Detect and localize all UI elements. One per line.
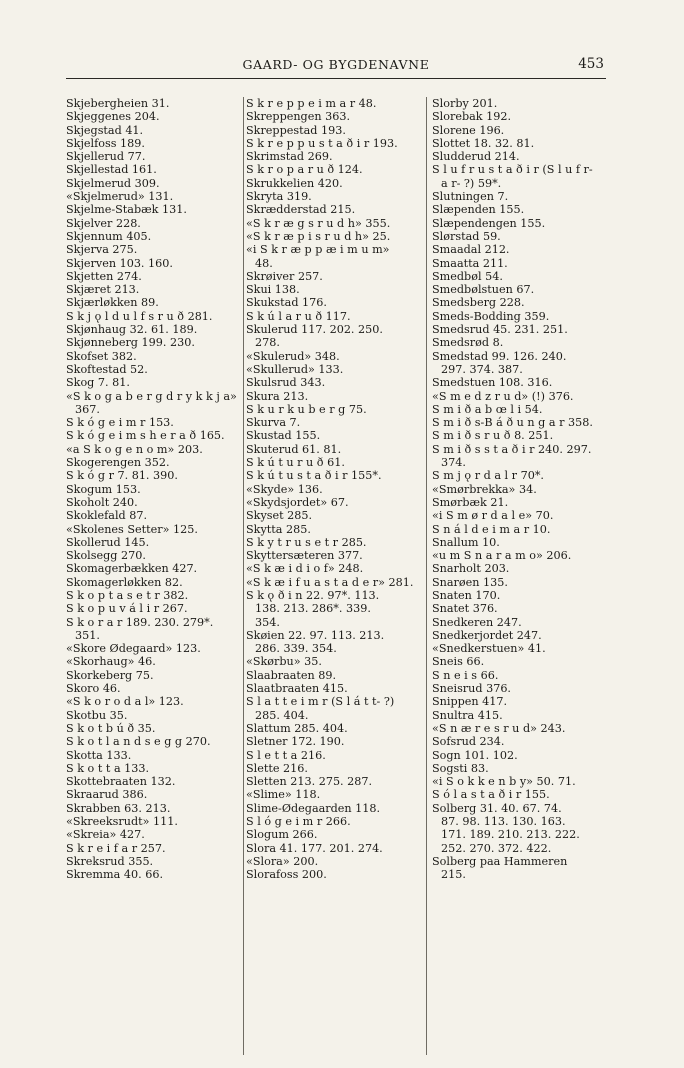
index-entry: S k j ǫ l d u l f s r u ð 281. bbox=[66, 309, 213, 323]
index-entry: Skoro 46. bbox=[66, 682, 121, 696]
index-entry: «Skullerud» 133. bbox=[246, 362, 344, 376]
index-entry: Skoholt 240. bbox=[66, 495, 138, 509]
index-entry: «Slime» 118. bbox=[246, 788, 321, 802]
index-entry: Skustad 155. bbox=[246, 429, 321, 443]
index-entry: Smedsrød 8. bbox=[432, 336, 504, 350]
index-entry: S k o t t a 133. bbox=[66, 761, 150, 775]
index-entry: Skyttersæteren 377. bbox=[246, 549, 363, 563]
index-entry: Skraarud 386. bbox=[66, 788, 148, 802]
index-entry: S k o t l a n d s e g g 270. bbox=[66, 735, 211, 749]
index-entry: S k r e p p u s t a ð i r 193. bbox=[246, 136, 398, 150]
index-entry: Skolsegg 270. bbox=[66, 549, 146, 563]
index-entry: Smaadal 212. bbox=[432, 243, 510, 257]
index-column-2 bbox=[246, 97, 424, 882]
index-entry: Slæpendengen 155. bbox=[432, 216, 546, 230]
index-entry: Skjerven 103. 160. bbox=[66, 256, 173, 270]
index-entry: Solberg paa Hammeren 215. bbox=[432, 854, 568, 882]
index-entry: «S k o r o d a l» 123. bbox=[66, 695, 184, 709]
index-entry: «S m e d z r u d» (!) 376. bbox=[432, 389, 574, 403]
index-entry: S k o p u v á l i r 267. bbox=[66, 602, 188, 616]
page-header bbox=[66, 55, 606, 77]
index-entry: Sofsrud 234. bbox=[432, 735, 505, 749]
index-entry: S k ó g e i m r 153. bbox=[66, 416, 174, 430]
index-entry: Smørbæk 21. bbox=[432, 495, 509, 509]
index-entry: «a S k o g e n o m» 203. bbox=[66, 442, 203, 456]
index-entry: Skjellestad 161. bbox=[66, 163, 157, 177]
index-entry: Skura 213. bbox=[246, 389, 309, 403]
index-entry: Smedstuen 108. 316. bbox=[432, 376, 553, 390]
index-entry: Slottet 18. 32. 81. bbox=[432, 136, 535, 150]
index-entry: Skottebraaten 132. bbox=[66, 775, 176, 789]
index-entry: «Skulerud» 348. bbox=[246, 349, 340, 363]
index-entry: Skoftestad 52. bbox=[66, 362, 148, 376]
index-entry: «u m S n a r a m o» 206. bbox=[432, 549, 572, 563]
index-entry: Slette 216. bbox=[246, 761, 308, 775]
index-entry: «Skreeksrudt» 111. bbox=[66, 815, 178, 829]
index-entry: Snallum 10. bbox=[432, 535, 500, 549]
index-entry: S k r e p p e i m a r 48. bbox=[246, 97, 377, 110]
index-entry: Skurva 7. bbox=[246, 416, 301, 430]
index-entry: Slime-Ødegaarden 118. bbox=[246, 801, 381, 815]
index-entry: Smedbølstuen 67. bbox=[432, 283, 535, 297]
index-entry: Smedbøl 54. bbox=[432, 269, 503, 283]
index-entry: Slørstad 59. bbox=[432, 229, 501, 243]
index-entry: «Skydsjordet» 67. bbox=[246, 495, 349, 509]
index-entry: Sletner 172. 190. bbox=[246, 735, 345, 749]
index-entry: Skomagerløkken 82. bbox=[66, 575, 183, 589]
index-entry: Skjegstad 41. bbox=[66, 123, 144, 137]
index-columns bbox=[66, 97, 614, 1057]
index-entry: Snedkerjordet 247. bbox=[432, 628, 542, 642]
index-entry: Skjelver 228. bbox=[66, 216, 141, 230]
index-entry: Sogsti 83. bbox=[432, 761, 489, 775]
index-entry: Skjelme-Stabæk 131. bbox=[66, 203, 187, 217]
index-entry: «i S o k k e n b y» 50. 71. bbox=[432, 775, 576, 789]
index-entry: S k o t b ú ð 35. bbox=[66, 721, 156, 735]
index-entry: S m i ð s-B á ð u n g a r 358. bbox=[432, 416, 593, 430]
index-entry: Smedsberg 228. bbox=[432, 296, 525, 310]
index-entry: Skulsrud 343. bbox=[246, 376, 326, 390]
index-entry: S m j ǫ r d a l r 70*. bbox=[432, 469, 544, 483]
index-entry: «Skolenes Setter» 125. bbox=[66, 522, 198, 536]
index-entry: Snarholt 203. bbox=[432, 562, 510, 576]
index-entry: Skorkeberg 75. bbox=[66, 668, 154, 682]
index-entry: Skrimstad 269. bbox=[246, 150, 333, 164]
index-entry: S m i ð s s t a ð i r 240. 297. 374. bbox=[432, 442, 592, 470]
index-entry: Slattum 285. 404. bbox=[246, 721, 348, 735]
running-title: GAARD- OG BYGDENAVNE bbox=[242, 57, 430, 72]
index-entry: Skryta 319. bbox=[246, 190, 312, 204]
index-entry: Skogerengen 352. bbox=[66, 456, 170, 470]
index-entry: Skjennum 405. bbox=[66, 229, 152, 243]
index-entry: Skrabben 63. 213. bbox=[66, 801, 171, 815]
index-entry: S k y t r u s e t r 285. bbox=[246, 535, 367, 549]
index-entry: Skjønhaug 32. 61. 189. bbox=[66, 323, 198, 337]
index-entry: Smedsrud 45. 231. 251. bbox=[432, 323, 568, 337]
index-entry: Slaatbraaten 415. bbox=[246, 682, 348, 696]
column-divider bbox=[243, 97, 244, 1055]
index-entry: «Skore Ødegaard» 123. bbox=[66, 642, 201, 656]
index-entry: Snarøen 135. bbox=[432, 575, 508, 589]
index-entry: Sogn 101. 102. bbox=[432, 748, 518, 762]
index-entry: Slorafoss 200. bbox=[246, 868, 327, 882]
index-entry: S m i ð s r u ð 8. 251. bbox=[432, 429, 554, 443]
index-entry: Skreppengen 363. bbox=[246, 110, 351, 124]
index-entry: Slorebak 192. bbox=[432, 110, 512, 124]
index-entry: Slora 41. 177. 201. 274. bbox=[246, 841, 383, 855]
index-entry: S k ó g e i m s h e r a ð 165. bbox=[66, 429, 225, 443]
index-entry: Skjeggenes 204. bbox=[66, 110, 160, 124]
index-entry: Slaabraaten 89. bbox=[246, 668, 337, 682]
index-entry: Skjellerud 77. bbox=[66, 150, 146, 164]
index-entry: S m i ð a b œ l i 54. bbox=[432, 402, 543, 416]
index-entry: Smedstad 99. 126. 240. 297. 374. 387. bbox=[432, 349, 567, 376]
index-entry: Skyset 285. bbox=[246, 509, 313, 523]
index-entry: Smeds-Bodding 359. bbox=[432, 309, 550, 323]
index-entry: Snatet 376. bbox=[432, 602, 498, 616]
index-entry: Sletten 213. 275. 287. bbox=[246, 775, 373, 789]
index-entry: Skogum 153. bbox=[66, 482, 141, 496]
index-entry: «S k o g a b e r g d r y k k j a» 367. bbox=[66, 389, 237, 416]
page-number: 453 bbox=[578, 56, 604, 72]
index-entry: S ó l a s t a ð i r 155. bbox=[432, 788, 550, 802]
index-entry: Skjetten 274. bbox=[66, 269, 142, 283]
index-entry: Skofset 382. bbox=[66, 349, 137, 363]
index-entry: «S n æ r e s r u d» 243. bbox=[432, 721, 566, 735]
header-rule bbox=[66, 78, 606, 79]
index-entry: Skukstad 176. bbox=[246, 296, 327, 310]
index-entry: Snultra 415. bbox=[432, 708, 503, 722]
index-entry: S l e t t a 216. bbox=[246, 748, 326, 762]
index-entry: S l ó g e i m r 266. bbox=[246, 815, 351, 829]
index-entry: S k ú t u r u ð 61. bbox=[246, 456, 345, 470]
index-entry: Skytta 285. bbox=[246, 522, 311, 536]
index-entry: Snippen 417. bbox=[432, 695, 508, 709]
index-entry: Skrøiver 257. bbox=[246, 269, 323, 283]
index-entry: «Skorhaug» 46. bbox=[66, 655, 156, 669]
index-entry: Skjerva 275. bbox=[66, 243, 138, 257]
index-entry: Slogum 266. bbox=[246, 828, 318, 842]
index-entry: «i S k r æ p p æ i m u m» 48. bbox=[246, 243, 390, 270]
index-entry: Skremma 40. 66. bbox=[66, 868, 163, 882]
index-entry: «i S m ø r d a l e» 70. bbox=[432, 509, 554, 523]
index-entry: Skjæret 213. bbox=[66, 283, 140, 297]
index-entry: Skjelfoss 189. bbox=[66, 136, 145, 150]
index-entry: Slutningen 7. bbox=[432, 190, 509, 204]
index-entry: Sneis 66. bbox=[432, 655, 485, 669]
index-entry: S k ó g r 7. 81. 390. bbox=[66, 469, 178, 483]
index-entry: S k ú t u s t a ð i r 155*. bbox=[246, 469, 382, 483]
index-entry: S k ǫ ð i n 22. 97*. 113. 138. 213. 286*. 339. 354. bbox=[246, 588, 380, 629]
index-entry: «S k æ i f u a s t a d e r» 281. bbox=[246, 575, 414, 589]
index-entry: Skoklefald 87. bbox=[66, 509, 148, 523]
index-entry: Slæpenden 155. bbox=[432, 203, 525, 217]
index-entry: Skøien 22. 97. 113. 213. 286. 339. 354. bbox=[246, 628, 385, 656]
index-entry: «Snedkerstuen» 41. bbox=[432, 642, 546, 656]
index-entry: Skomagerbækken 427. bbox=[66, 562, 198, 576]
index-entry: Solberg 31. 40. 67. 74. 87. 98. 113. 130. 163. 171. 189. 210. 213. 222. 252. 270. 372. 422. bbox=[432, 801, 580, 855]
index-entry: «Slora» 200. bbox=[246, 854, 319, 868]
index-entry: «S k æ i d i o f» 248. bbox=[246, 562, 364, 576]
index-entry: Skrukkelien 420. bbox=[246, 176, 343, 190]
index-entry: Skulerud 117. 202. 250. 278. bbox=[246, 323, 383, 350]
index-entry: «Skjelmerud» 131. bbox=[66, 190, 174, 204]
index-entry: «Skørbu» 35. bbox=[246, 655, 322, 669]
index-entry: Skog 7. 81. bbox=[66, 376, 130, 390]
index-entry: Sneisrud 376. bbox=[432, 682, 511, 696]
index-entry: Skui 138. bbox=[246, 283, 300, 297]
index-entry: Skjønneberg 199. 230. bbox=[66, 336, 195, 350]
index-entry: Snedkeren 247. bbox=[432, 615, 522, 629]
index-entry: S k o p t a s e t r 382. bbox=[66, 588, 189, 602]
index-entry: S k ú l a r u ð 117. bbox=[246, 309, 351, 323]
column-divider bbox=[426, 97, 427, 1055]
index-entry: Smaatta 211. bbox=[432, 256, 508, 270]
index-entry: «S k r æ g s r u d h» 355. bbox=[246, 216, 391, 230]
index-entry: S l a t t e i m r (S l á t t- ?) 285. 404. bbox=[246, 695, 395, 722]
index-entry: S n á l d e i m a r 10. bbox=[432, 522, 551, 536]
index-entry: «S k r æ p i s r u d h» 25. bbox=[246, 229, 391, 243]
index-entry: S l u f r u s t a ð i r (S l u f r- a r- ?) 59*. bbox=[432, 163, 593, 190]
index-entry: S k o r a r 189. 230. 279*. 351. bbox=[66, 615, 214, 642]
index-entry: Slorene 196. bbox=[432, 123, 505, 137]
index-entry: Skjebergheien 31. bbox=[66, 97, 170, 110]
index-entry: Slorby 201. bbox=[432, 97, 498, 110]
index-entry: «Skreia» 427. bbox=[66, 828, 145, 842]
index-entry: Skollerud 145. bbox=[66, 535, 150, 549]
index-entry: Skotbu 35. bbox=[66, 708, 128, 722]
index-entry: Skrædderstad 215. bbox=[246, 203, 356, 217]
index-entry: S n e i s 66. bbox=[432, 668, 499, 682]
index-entry: S k u r k u b e r g 75. bbox=[246, 402, 367, 416]
index-entry: «Skyde» 136. bbox=[246, 482, 323, 496]
index-column-3 bbox=[432, 97, 610, 882]
index-entry: Skjærløkken 89. bbox=[66, 296, 159, 310]
index-entry: S k r e i f a r 257. bbox=[66, 841, 166, 855]
index-entry: Sludderud 214. bbox=[432, 150, 520, 164]
index-entry: Skjelmerud 309. bbox=[66, 176, 160, 190]
index-entry: Skuterud 61. 81. bbox=[246, 442, 342, 456]
index-entry: Skreksrud 355. bbox=[66, 854, 154, 868]
index-entry: S k r o p a r u ð 124. bbox=[246, 163, 363, 177]
index-entry: Snaten 170. bbox=[432, 588, 501, 602]
index-column-1 bbox=[66, 97, 242, 882]
index-entry: «Smørbrekka» 34. bbox=[432, 482, 537, 496]
index-entry: Skreppestad 193. bbox=[246, 123, 346, 137]
index-entry: Skotta 133. bbox=[66, 748, 132, 762]
